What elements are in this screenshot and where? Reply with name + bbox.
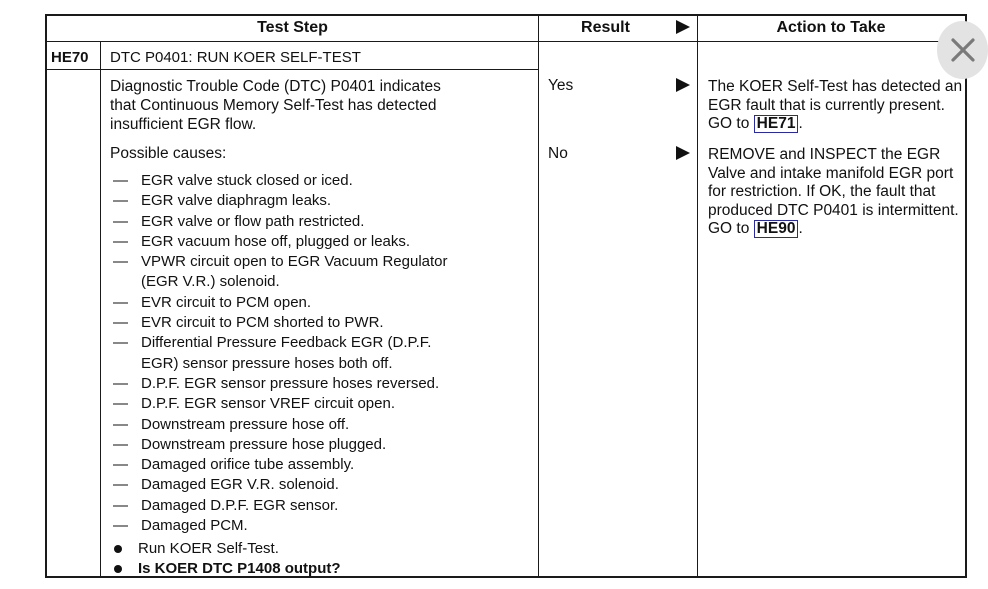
description-line-3: insufficient EGR flow. <box>110 116 257 133</box>
goto-he90-link[interactable]: HE90 <box>754 220 799 238</box>
possible-causes-label: Possible causes: <box>110 145 227 162</box>
possible-causes-list <box>113 171 448 536</box>
cause-item: — EGR valve or flow path restricted. <box>113 212 365 230</box>
step-title-divider <box>47 69 538 70</box>
action-column-divider <box>697 16 698 576</box>
cause-item: — EVR circuit to PCM shorted to PWR. <box>113 314 384 332</box>
step-id: HE70 <box>51 49 89 66</box>
header-result: Result <box>581 19 630 36</box>
cause-item: — VPWR circuit open to EGR Vacuum Regulator <box>113 253 448 271</box>
step-id-divider <box>100 42 101 576</box>
header-test-step: Test Step <box>257 19 328 36</box>
cause-item-continuation: EGR) sensor pressure hoses both off. <box>141 354 393 372</box>
cause-item: — EGR valve diaphragm leaks. <box>113 192 332 210</box>
result-yes-arrow-icon <box>676 78 690 92</box>
cause-item: — Damaged EGR V.R. solenoid. <box>113 476 339 494</box>
cause-item: — D.P.F. EGR sensor VREF circuit open. <box>113 395 395 413</box>
action-bullets <box>114 539 341 579</box>
cause-item-continuation: (EGR V.R.) solenoid. <box>141 273 280 291</box>
result-yes-label: Yes <box>548 77 574 94</box>
result-no-action: REMOVE and INSPECT the EGR Valve and intake manifold EGR port for restriction. If OK, the fault that produced DTC P0401 is intermittent. GO to HE90 . <box>708 146 959 237</box>
close-icon <box>950 37 976 63</box>
bullet-item: Run KOER Self-Test. <box>114 539 341 559</box>
bullet-icon <box>114 545 122 553</box>
description-line-2: that Continuous Memory Self-Test has detected <box>110 97 437 114</box>
bullet-item-question: Is KOER DTC P1408 output? <box>114 559 341 579</box>
bullet-icon <box>114 565 122 573</box>
step-title: DTC P0401: RUN KOER SELF-TEST <box>110 49 361 66</box>
cause-item: — Downstream pressure hose plugged. <box>113 435 387 453</box>
result-column-divider <box>538 16 539 576</box>
cause-item: — Damaged PCM. <box>113 517 248 535</box>
cause-item: — EGR valve stuck closed or iced. <box>113 172 353 189</box>
cause-item: — Damaged D.P.F. EGR sensor. <box>113 496 339 514</box>
header-divider <box>47 41 965 42</box>
header-action: Action to Take <box>776 19 886 36</box>
result-no-arrow-icon <box>676 146 690 160</box>
cause-item: — Downstream pressure hose off. <box>113 415 350 433</box>
cause-item: — EVR circuit to PCM open. <box>113 293 312 311</box>
description-line-1: Diagnostic Trouble Code (DTC) P0401 indicates <box>110 78 441 95</box>
result-yes-action: The KOER Self-Test has detected an EGR fault that is currently present. GO to HE71 . <box>708 78 963 132</box>
cause-item: — Damaged orifice tube assembly. <box>113 456 355 474</box>
result-no-label: No <box>548 145 568 162</box>
cause-item: — D.P.F. EGR sensor pressure hoses reversed. <box>113 374 440 392</box>
goto-he71-link[interactable]: HE71 <box>754 115 799 133</box>
header-arrow-icon <box>676 20 690 34</box>
diagnostic-table <box>45 14 967 578</box>
close-button[interactable] <box>937 21 988 79</box>
cause-item: — Differential Pressure Feedback EGR (D.P.F. <box>113 334 432 352</box>
cause-item: — EGR vacuum hose off, plugged or leaks. <box>113 232 411 250</box>
